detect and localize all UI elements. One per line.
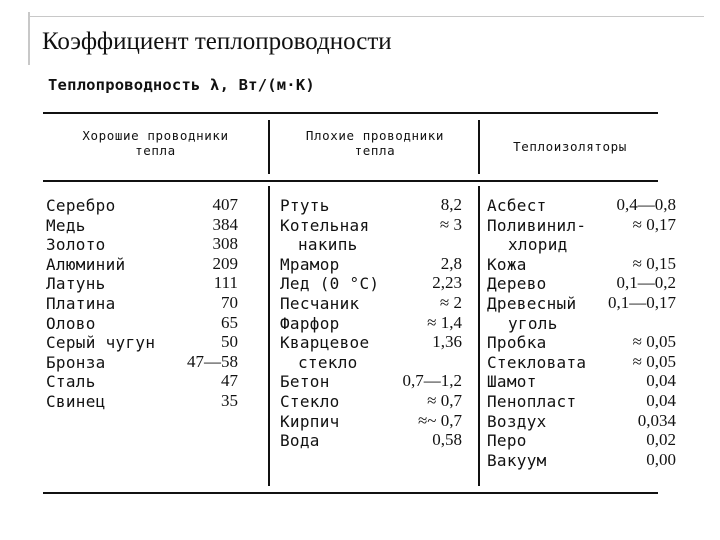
- poor-conductor-value: 0,58: [432, 430, 462, 450]
- good-conductor-name: Бронза: [46, 352, 106, 372]
- good-conductor-name: Свинец: [46, 392, 106, 411]
- good-conductor-value: 209: [212, 253, 238, 273]
- good-conductor-value: 111: [213, 273, 238, 293]
- good-conductor-name: Серый чугун: [46, 333, 156, 353]
- poor-conductor-name: стекло: [298, 352, 358, 372]
- good-conductor-name: Золото: [46, 235, 106, 255]
- header-poor-line-1: Плохие проводники: [305, 128, 445, 143]
- insulator-name: Перо: [487, 431, 527, 451]
- header-good-line-2: тепла: [135, 143, 176, 158]
- insulator-value: 0,00: [646, 449, 676, 469]
- poor-conductor-name: Кварцевое: [280, 333, 370, 353]
- good-conductor-value: 308: [212, 234, 238, 254]
- header-divider-right: [478, 120, 480, 174]
- poor-conductor-name: Лед (0 °С): [280, 274, 380, 294]
- insulator-name: Стекловата: [487, 352, 587, 372]
- poor-conductor-value: 1,36: [432, 332, 462, 352]
- table-caption: Теплопроводность λ, Вт/(м·К): [48, 76, 315, 94]
- table-header-rule: [43, 180, 658, 182]
- slide-accent-horizontal-line: [28, 16, 704, 17]
- poor-conductor-name: Бетон: [280, 372, 330, 392]
- header-good-conductors: [48, 128, 263, 158]
- insulator-name: Воздух: [487, 411, 547, 431]
- good-conductor-value: 47—58: [187, 351, 238, 371]
- poor-conductor-value: ≈ 0,7: [427, 391, 462, 410]
- insulator-name: хлорид: [508, 235, 568, 255]
- insulator-name: Древесный: [487, 294, 577, 313]
- poor-conductor-value: ≈ 1,4: [427, 312, 462, 332]
- insulator-value: 0,04: [646, 371, 676, 391]
- insulator-name: Пробка: [487, 333, 547, 353]
- poor-conductor-value: 0,7—1,2: [402, 371, 462, 391]
- header-divider-left: [268, 120, 270, 174]
- good-conductor-name: Медь: [46, 215, 86, 235]
- poor-conductor-name: Мрамор: [280, 254, 340, 274]
- insulator-value: 0,1—0,2: [616, 273, 676, 293]
- header-good-line-1: Хорошие проводники: [82, 128, 229, 143]
- poor-conductor-value: 8,2: [440, 195, 462, 214]
- insulator-name: Пенопласт: [487, 392, 577, 411]
- good-conductor-value: 384: [212, 214, 238, 234]
- good-conductor-value: 35: [221, 391, 238, 410]
- insulator-name: Вакуум: [487, 450, 547, 470]
- good-conductor-value: 65: [221, 312, 238, 332]
- insulator-name: Асбест: [487, 196, 547, 215]
- good-conductor-name: Серебро: [46, 196, 116, 215]
- body-divider-left: [268, 186, 270, 486]
- header-insulators-line-1: Теплоизоляторы: [513, 139, 627, 154]
- body-divider-right: [478, 186, 480, 486]
- good-conductor-name: Алюминий: [46, 254, 126, 274]
- poor-conductor-value: ≈ 3: [439, 214, 462, 234]
- poor-conductor-name: Ртуть: [280, 196, 330, 215]
- good-conductor-value: 407: [212, 195, 238, 214]
- poor-conductor-name: Стекло: [280, 392, 340, 411]
- insulator-value: 0,04: [646, 391, 676, 410]
- insulator-value: ≈ 0,05: [632, 332, 676, 352]
- poor-conductor-name: Песчаник: [280, 294, 360, 313]
- good-conductor-name: Сталь: [46, 372, 96, 392]
- header-poor-conductors: [275, 128, 475, 158]
- good-conductor-name: Платина: [46, 294, 116, 313]
- poor-conductor-name: Кирпич: [280, 411, 340, 431]
- poor-conductor-value: 2,23: [432, 273, 462, 293]
- insulator-name: уголь: [508, 313, 558, 333]
- insulator-name: Шамот: [487, 372, 537, 392]
- poor-conductor-name: Вода: [280, 431, 320, 451]
- insulator-name: Поливинил-: [487, 215, 587, 235]
- table-top-rule: [43, 112, 658, 114]
- poor-conductor-name: Котельная: [280, 215, 370, 235]
- good-conductor-name: Латунь: [46, 274, 106, 294]
- slide-title: Коэффициент теплопроводности: [42, 28, 392, 55]
- poor-conductor-name: Фарфор: [280, 313, 340, 333]
- insulator-value: ≈ 0,17: [632, 214, 676, 234]
- header-insulators: [485, 139, 655, 154]
- insulator-value: 0,02: [646, 430, 676, 450]
- insulator-value: ≈ 0,05: [632, 351, 676, 371]
- good-conductor-value: 47: [221, 371, 238, 391]
- poor-conductor-value: ≈~ 0,7: [417, 410, 462, 430]
- insulator-value: 0,034: [637, 410, 676, 430]
- poor-conductor-name: накипь: [298, 235, 358, 255]
- slide-accent-vertical-line: [28, 12, 30, 65]
- insulator-name: Кожа: [487, 254, 527, 274]
- poor-conductor-value: ≈ 2: [439, 293, 462, 312]
- good-conductor-name: Олово: [46, 313, 96, 333]
- insulator-value: 0,1—0,17: [608, 293, 676, 312]
- good-conductor-value: 50: [221, 332, 238, 352]
- table-bottom-rule: [43, 492, 658, 494]
- header-poor-line-2: тепла: [354, 143, 396, 158]
- good-conductor-value: 70: [221, 293, 238, 312]
- poor-conductor-value: 2,8: [440, 253, 462, 273]
- insulator-value: 0,4—0,8: [616, 195, 676, 214]
- insulator-value: ≈ 0,15: [632, 253, 676, 273]
- insulator-name: Дерево: [487, 274, 547, 294]
